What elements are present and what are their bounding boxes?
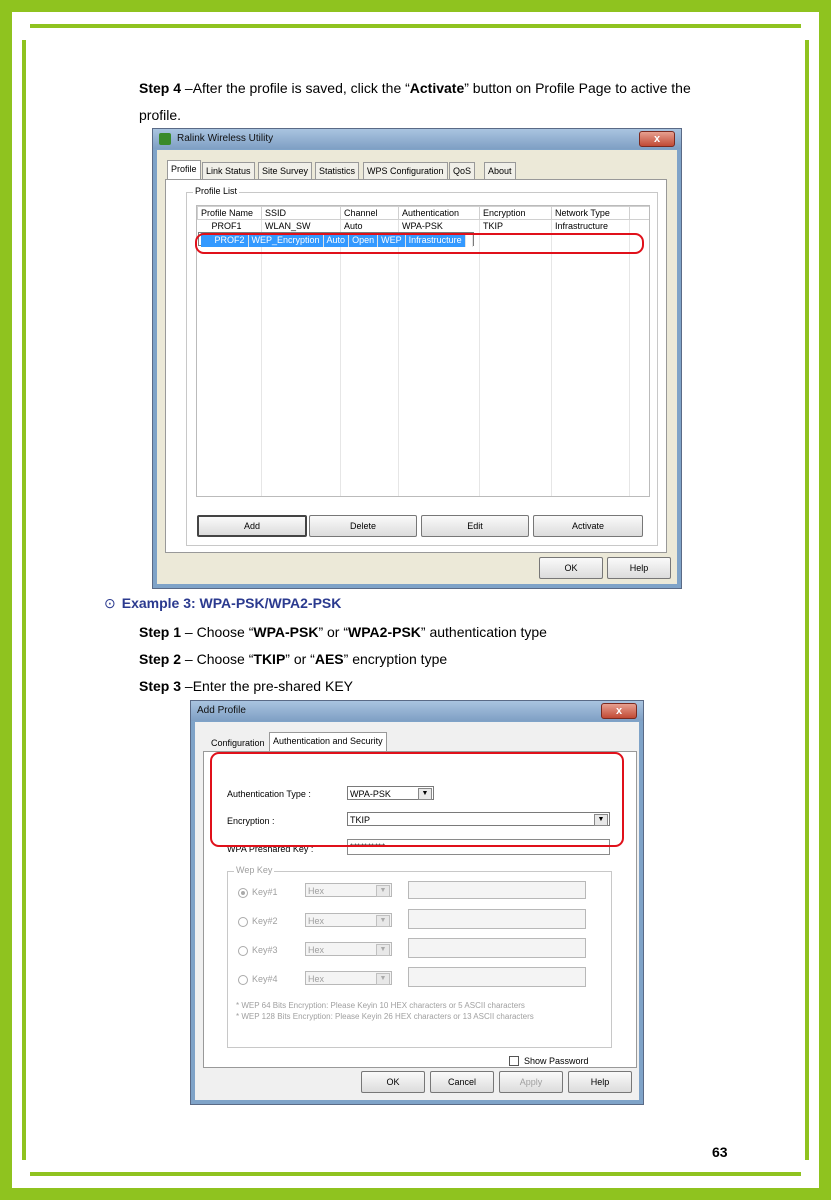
page-number: 63	[712, 1144, 728, 1160]
auth-type-select[interactable]: WPA-PSK ▼	[347, 786, 434, 800]
tab-link-status[interactable]: Link Status	[202, 162, 255, 179]
psk-field[interactable]: **********	[347, 839, 610, 855]
col-channel[interactable]: Channel	[341, 207, 399, 220]
chevron-down-icon: ▼	[376, 973, 390, 985]
step1-text: Step 1 – Choose “WPA-PSK” or “WPA2-PSK” authentication type	[139, 624, 547, 640]
tab-wps-configuration[interactable]: WPS Configuration	[363, 162, 448, 179]
col-ssid[interactable]: SSID	[262, 207, 341, 220]
psk-label: WPA Preshared Key :	[227, 844, 314, 854]
step2-text: Step 2 – Choose “TKIP” or “AES” encryption type	[139, 651, 448, 667]
chevron-down-icon: ▼	[594, 814, 608, 826]
key2-radio[interactable]	[238, 917, 248, 927]
bullet-icon: ⊙	[104, 595, 116, 611]
encryption-select[interactable]: TKIP ▼	[347, 812, 610, 826]
help-button[interactable]: Help	[568, 1071, 632, 1093]
wep-key-label: Wep Key	[236, 865, 273, 875]
key4-format-select[interactable]: Hex ▼	[305, 971, 392, 985]
key1-input[interactable]	[408, 881, 586, 899]
col-profile-name[interactable]: Profile Name	[198, 207, 262, 220]
key4-input[interactable]	[408, 967, 586, 987]
close-button[interactable]: x	[639, 131, 675, 147]
chevron-down-icon: ▼	[376, 915, 390, 927]
add-button[interactable]: Add	[197, 515, 307, 537]
step4-paragraph: Step 4 –After the profile is saved, click the “Activate” button on Profile Page to active the	[139, 80, 691, 96]
tab-profile[interactable]: Profile	[167, 160, 201, 179]
tab-site-survey[interactable]: Site Survey	[258, 162, 312, 179]
col-authentication[interactable]: Authentication	[399, 207, 480, 220]
delete-button[interactable]: Delete	[309, 515, 417, 537]
add-profile-title: Add Profile	[191, 701, 643, 721]
col-encryption[interactable]: Encryption	[480, 207, 552, 220]
help-button[interactable]: Help	[607, 557, 671, 579]
col-network-type[interactable]: Network Type	[552, 207, 630, 220]
edit-button[interactable]: Edit	[421, 515, 529, 537]
table-header	[198, 207, 650, 220]
ralink-utility-window	[152, 128, 682, 589]
ok-button[interactable]: OK	[361, 1071, 425, 1093]
tab-qos[interactable]: QoS	[449, 162, 475, 179]
auth-type-label: Authentication Type :	[227, 789, 311, 799]
apply-button[interactable]: Apply	[499, 1071, 563, 1093]
table-row-selected[interactable]: PROF2 WEP_Encryption Auto Open WEP Infrastructure	[198, 232, 474, 246]
close-button[interactable]: x	[601, 703, 637, 719]
chevron-down-icon: ▼	[376, 944, 390, 956]
cancel-button[interactable]: Cancel	[430, 1071, 494, 1093]
key1-radio[interactable]	[238, 888, 248, 898]
tab-statistics[interactable]: Statistics	[315, 162, 359, 179]
tab-about[interactable]: About	[484, 162, 516, 179]
key1-format-select[interactable]: Hex ▼	[305, 883, 392, 897]
wep128-note: * WEP 128 Bits Encryption: Please Keyin 26 HEX characters or 13 ASCII characters	[236, 1012, 534, 1021]
key2-format-select[interactable]: Hex ▼	[305, 913, 392, 927]
table-row[interactable]: PROF1 WLAN_SW Auto WPA-PSK TKIP Infrastructure	[198, 220, 650, 233]
key4-radio[interactable]	[238, 975, 248, 985]
profile-table	[197, 206, 650, 245]
highlight-selected-profile	[195, 233, 644, 254]
example3-heading: ⊙ Example 3: WPA-PSK/WPA2-PSK	[104, 595, 342, 611]
ok-button[interactable]: OK	[539, 557, 603, 579]
chevron-down-icon: ▼	[418, 788, 432, 800]
step4-label: Step 4	[139, 80, 182, 96]
window-title: Ralink Wireless Utility	[153, 129, 681, 149]
key3-input[interactable]	[408, 938, 586, 958]
key2-input[interactable]	[408, 909, 586, 929]
highlight-auth-settings	[210, 752, 624, 847]
wep64-note: * WEP 64 Bits Encryption: Please Keyin 10 HEX characters or 5 ASCII characters	[236, 1001, 525, 1010]
encryption-label: Encryption :	[227, 816, 275, 826]
app-icon	[159, 133, 171, 145]
key3-radio[interactable]	[238, 946, 248, 956]
tab-configuration[interactable]: Configuration	[207, 734, 269, 751]
tab-authentication-security[interactable]: Authentication and Security	[269, 732, 387, 751]
step4-paragraph-line2: profile.	[139, 107, 182, 123]
key3-format-select[interactable]: Hex ▼	[305, 942, 392, 956]
chevron-down-icon: ▼	[376, 885, 390, 897]
step3-text: Step 3 –Enter the pre-shared KEY	[139, 678, 354, 694]
show-password-checkbox[interactable]	[509, 1056, 519, 1066]
profile-list-label: Profile List	[195, 186, 238, 196]
activate-button[interactable]: Activate	[533, 515, 643, 537]
wep-key-group: Wep Key Key#1 Hex ▼ Key#2 Hex ▼ Key#3 Hex ▼ Key#4 Hex ▼ * WEP 64 Bits Encryption: Please Keyin 10 HEX characters or 5 ASCII characters * WEP 128 Bits Encryption: Please Keyin 26 HEX characters or 13 ASCII characters	[227, 871, 612, 1048]
show-password-label: Show Password	[524, 1056, 589, 1066]
